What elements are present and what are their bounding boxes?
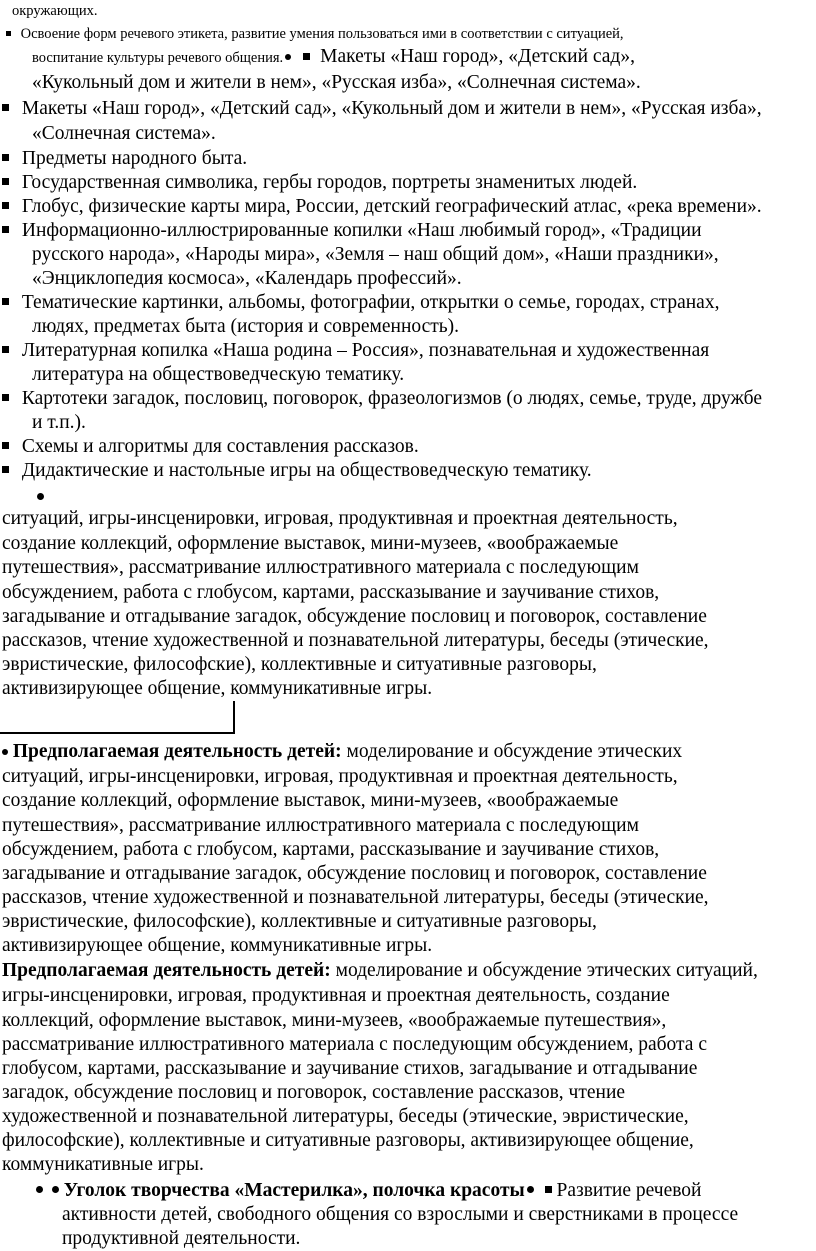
square-bullet-icon [2,394,9,401]
paragraph-line: эвристические, философские), коллективные и ситуативные разговоры, [2,654,597,675]
paragraph-line: ситуаций, игры-инсценировки, игровая, продуктивная и проектная деятельность, [2,766,678,787]
paragraph-line: философские), коллективные и ситуативные разговоры, активизирующее общение, [2,1130,694,1151]
frame-border-vertical [233,701,235,734]
paragraph-line: рассказов, чтение художественной и познавательной литературы, беседы (этические, [2,630,709,651]
corner-heading: Уголок творчества «Мастерилка», полочка красоты [63,1180,525,1201]
square-bullet-icon [303,53,310,60]
frame-border-horizontal [0,732,235,734]
paragraph-line: загадывание и отгадывание загадок, обсуждение пословиц и поговорок, составление [2,863,707,884]
round-bullet-icon [36,1186,43,1193]
empty-bullet [37,489,44,507]
paragraph-line: загадок, обсуждение пословиц и поговорок, составление рассказов, чтение [2,1082,626,1103]
square-bullet-icon [2,346,9,353]
bullet-item [2,290,719,315]
text-fragment: Макеты «Наш город», «Детский сад», [320,46,635,67]
bullet-item [2,146,247,171]
paragraph-line: путешествия», рассматривание иллюстративного материала с последующим [2,557,639,578]
paragraph-line: художественной и познавательной литературы, беседы (этические, эвристические, [2,1106,689,1127]
text-line: «Кукольный дом и жители в нем», «Русская изба», «Солнечная система». [32,72,641,93]
paragraph-line: эвристические, философские), коллективные и ситуативные разговоры, [2,911,597,932]
bullet-item [6,25,624,44]
paragraph-line: ситуаций, игры-инсценировки, игровая, продуктивная и проектная деятельность, [2,508,678,529]
corner-text: активности детей, свободного общения со взрослыми и сверстниками в процессе [62,1204,739,1225]
square-bullet-icon [2,442,9,449]
bullet-text: Макеты «Наш город», «Детский сад», «Кукольный дом и жители в нем», «Русская изба», [21,98,762,119]
square-bullet-icon [2,226,9,233]
bullet-text: Информационно-иллюстрированные копилки «Наш любимый город», «Традиции [21,220,702,241]
text-line-mixed [32,44,635,69]
bullet-item [2,386,762,411]
bullet-item [2,96,762,121]
paragraph-line: создание коллекций, оформление выставок, мини-музеев, «воображаемые [2,533,619,554]
corner-text: Развитие речевой [551,1180,702,1201]
bullet-item [2,434,419,459]
paragraph-line: коллекций, оформление выставок, мини-музеев, «воображаемые путешествия», [2,1010,667,1031]
paragraph-line: рассматривание иллюстративного материала с последующим обсуждением, работа с [2,1034,707,1055]
corner-item [36,1178,702,1203]
paragraph-line: создание коллекций, оформление выставок, мини-музеев, «воображаемые [2,790,619,811]
bullet-item [2,194,762,219]
bullet-item [2,338,709,363]
paragraph-line: рассказов, чтение художественной и познавательной литературы, беседы (этические, [2,887,709,908]
bullet-text: Схемы и алгоритмы для составления рассказов. [21,436,419,457]
bullet-text: и т.п.). [32,412,86,433]
square-bullet-icon [2,154,9,161]
bullet-text: Литературная копилка «Наша родина – Россия», познавательная и художественная [21,340,710,361]
paragraph-line: глобусом, картами, рассказывание и заучивание стихов, загадывание и отгадывание [2,1058,698,1079]
square-bullet-icon [2,466,9,473]
paragraph-text: моделирование и обсуждение этических [341,741,683,762]
paragraph-line: активизирующее общение, коммуникативные игры. [2,935,433,956]
round-bullet-icon [52,1186,59,1193]
bullet-item [2,458,592,483]
round-bullet-icon [527,1186,534,1193]
bullet-text: Тематические картинки, альбомы, фотографии, открытки о семье, городах, странах, [21,292,720,313]
paragraph-heading: Предполагаемая деятельность детей: [12,741,342,762]
paragraph-line: загадывание и отгадывание загадок, обсуждение пословиц и поговорок, составление [2,606,707,627]
square-bullet-icon [2,104,9,111]
paragraph-line [2,958,758,983]
bullet-text: Дидактические и настольные игры на обществоведческую тематику. [21,460,592,481]
bullet-text: русского народа», «Народы мира», «Земля – наш общий дом», «Наши праздники», [32,244,719,265]
paragraph-line: обсуждением, работа с глобусом, картами, рассказывание и заучивание стихов, [2,839,660,860]
round-bullet-icon [37,493,44,500]
paragraph-line [2,739,682,764]
bullet-text: литература на обществоведческую тематику. [32,364,405,385]
square-bullet-icon [6,31,11,36]
paragraph-line: игры-инсценировки, игровая, продуктивная и проектная деятельность, создание [2,985,670,1006]
square-bullet-icon [2,298,9,305]
square-bullet-icon [2,178,9,185]
bullet-text: Картотеки загадок, пословиц, поговорок, фразеологизмов (о людях, семье, труде, дружбе [21,388,762,409]
bullet-item [2,218,702,243]
paragraph-line: коммуникативные игры. [2,1154,204,1175]
square-bullet-icon [2,202,9,209]
paragraph-line: путешествия», рассматривание иллюстративного материала с последующим [2,815,639,836]
bullet-text: Глобус, физические карты мира, России, детский географический атлас, «река времени». [21,196,762,217]
paragraph-heading: Предполагаемая деятельность детей: [2,960,331,981]
paragraph-line: активизирующее общение, коммуникативные игры. [2,678,433,699]
bullet-text: «Энциклопедия космоса», «Календарь профессий». [32,268,462,289]
text-line: окружающих. [12,3,98,19]
bullet-item [2,170,637,195]
text-line: Освоение форм речевого этикета, развитие умения пользоваться ими в соответствии с ситуацией, [20,26,624,42]
round-bullet-icon [285,54,291,60]
paragraph-line: обсуждением, работа с глобусом, картами, рассказывание и заучивание стихов, [2,582,660,603]
round-bullet-icon [2,749,8,755]
square-bullet-icon [545,1186,552,1193]
corner-text: продуктивной деятельности. [62,1228,301,1249]
bullet-text: людях, предметах быта (история и современность). [32,316,460,337]
bullet-text: Государственная символика, гербы городов, портреты знаменитых людей. [21,172,638,193]
paragraph-text: моделирование и обсуждение этических ситуаций, [330,960,758,981]
bullet-text: «Солнечная система». [32,123,216,144]
text-fragment: воспитание культуры речевого общения. [32,50,284,66]
bullet-text: Предметы народного быта. [21,148,248,169]
